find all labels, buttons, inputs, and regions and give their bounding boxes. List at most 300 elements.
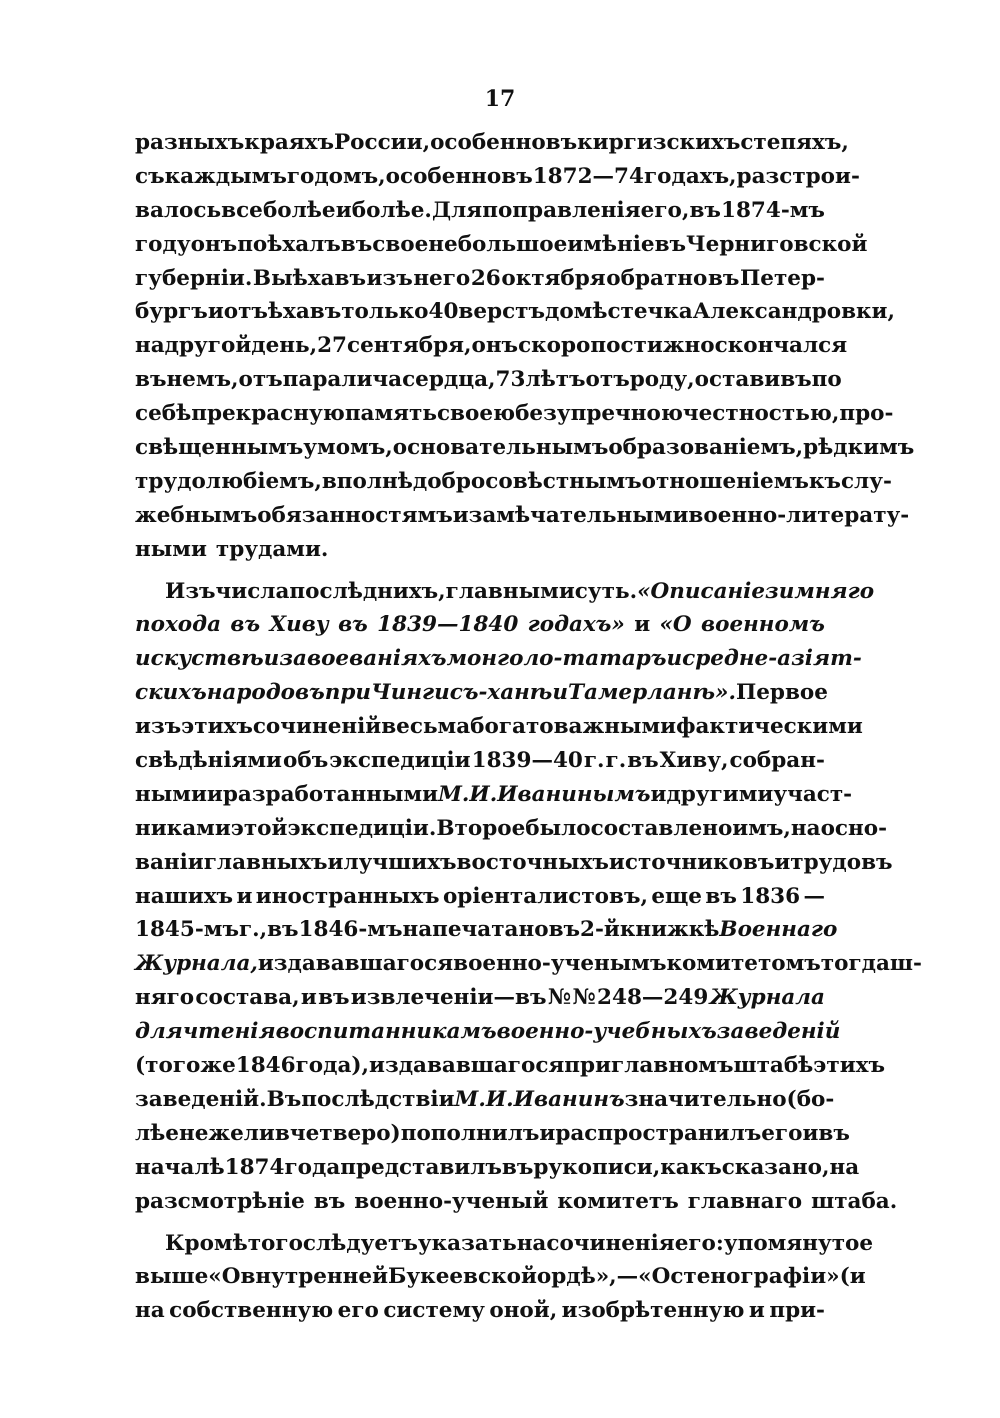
word: выше [135, 1264, 209, 1290]
word: этихъ [813, 1053, 885, 1079]
word: вчетверо) [274, 1120, 401, 1146]
word: для [135, 1019, 183, 1045]
word: Черниговской [686, 231, 868, 257]
word: стенографіи» [670, 1264, 840, 1290]
word: замѣчательными [468, 502, 689, 528]
word: на [135, 1298, 165, 1324]
word: и [802, 1120, 819, 1146]
word: главнаго [687, 1188, 803, 1214]
word: было [525, 815, 591, 841]
word: (бо- [786, 1086, 835, 1112]
word: комитетомъ [666, 951, 821, 977]
word: краяхъ [244, 130, 334, 155]
word: въ [689, 197, 721, 223]
word: собственную [169, 1298, 334, 1324]
text-line [135, 642, 862, 676]
word: и [748, 1298, 765, 1324]
word: 248—249 [597, 985, 709, 1011]
word: скоропостижно [518, 333, 715, 359]
word: при [324, 680, 372, 706]
word: послѣднихъ, [289, 578, 446, 604]
paragraph-gap [135, 1219, 825, 1227]
word: года [284, 1154, 341, 1180]
word: трудами. [215, 536, 329, 562]
word: этихъ [181, 714, 253, 740]
word: главномъ [611, 1053, 734, 1079]
word: и [539, 1120, 556, 1146]
word: прекрасную [191, 401, 345, 427]
word: свѣщеннымъ [135, 435, 304, 461]
word: пополнилъ [400, 1120, 540, 1146]
word: тогдаш- [820, 951, 922, 977]
word: 27 [317, 333, 348, 359]
word: экспедиціи. [287, 815, 437, 841]
word: свѣдѣніями [135, 748, 283, 774]
word: значительно [624, 1086, 787, 1112]
word: 1874 [224, 1154, 285, 1180]
text-line [135, 194, 825, 228]
word: сентября, [347, 333, 472, 359]
word: вполнѣ [321, 468, 413, 494]
word: 40 [428, 299, 459, 325]
word: штабѣ [733, 1053, 814, 1079]
word: жебнымъ [135, 502, 258, 528]
word: этой [230, 815, 288, 841]
word: отъѣхавъ [223, 299, 342, 325]
word: Кромѣ [165, 1230, 248, 1256]
word: въ [338, 612, 368, 638]
word: весьма [381, 714, 471, 740]
word: на [829, 1154, 860, 1180]
word: 1839—1840 [377, 612, 519, 638]
word: и [650, 781, 667, 807]
word: на [135, 333, 165, 359]
word: рѣдкимъ [803, 435, 915, 461]
word: главными [445, 578, 575, 604]
word: Военнаго [719, 917, 838, 943]
word: годахъ» [527, 612, 625, 638]
word: и [207, 299, 224, 325]
word: ными [135, 781, 207, 807]
text-line [135, 676, 828, 710]
word: Хиву, [659, 748, 729, 774]
word: Иванинымъ [497, 781, 651, 807]
word: же [200, 1053, 236, 1079]
word: еще [651, 883, 702, 909]
word: имъ, [732, 815, 791, 841]
word: его [761, 1120, 803, 1146]
word: мѣстечка [573, 299, 693, 325]
word: заведеній. [135, 1086, 267, 1112]
word: въ [340, 231, 373, 257]
word: къ [808, 468, 841, 494]
word: разсмотрѣніе [135, 1188, 305, 1214]
word: болѣе. [351, 197, 432, 223]
word: Выѣхавъ [252, 265, 366, 291]
word: небольшое [428, 231, 568, 257]
word: М. [438, 781, 470, 807]
word: до [544, 299, 574, 325]
word: военно-ученымъ [453, 951, 667, 977]
word: въ [230, 612, 261, 638]
word: трудолюбіемъ, [135, 468, 322, 494]
text-line [135, 981, 825, 1015]
word: представилъ [340, 1154, 502, 1180]
word: оставивъ [694, 367, 812, 393]
word: и [236, 883, 253, 909]
text-line [135, 533, 825, 567]
word: отъ [585, 367, 630, 393]
word: 1846 [235, 1053, 296, 1079]
word: только [341, 299, 429, 325]
word: свое [372, 231, 429, 257]
word: похода [135, 612, 222, 638]
word: 26 [470, 265, 501, 291]
word: по [811, 367, 842, 393]
text-line [135, 744, 825, 778]
word: верстъ [458, 299, 545, 325]
text-line [135, 1185, 898, 1219]
word: съ [135, 163, 165, 189]
word: объ [283, 748, 329, 774]
word: разныхъ [135, 130, 245, 155]
word: восточныхъ [456, 849, 609, 875]
word: сочиненій [252, 714, 382, 740]
word: основательнымъ [392, 435, 609, 461]
word: главныхъ [203, 849, 328, 875]
word: искуствѣ [135, 646, 264, 672]
word: Изъ [165, 578, 216, 604]
word: источниковъ [608, 849, 775, 875]
word: военно-ученый [354, 1188, 549, 1214]
word: него [413, 265, 471, 291]
text-line [135, 397, 894, 431]
word: въ [548, 917, 580, 943]
text-line [135, 608, 825, 642]
word: издававшагося [257, 951, 454, 977]
text-line [135, 812, 888, 846]
word: няго [135, 985, 195, 1011]
word: военно-литерату- [688, 502, 910, 528]
word: особенно [430, 130, 546, 155]
word: 1836 [740, 883, 801, 909]
word: въ [318, 985, 350, 1011]
text-line [135, 262, 825, 296]
word: и [452, 502, 469, 528]
word: комитетъ [557, 1188, 679, 1214]
word: 73 [495, 367, 526, 393]
word: онъ [471, 333, 519, 359]
text-line [135, 1117, 850, 1151]
word: оріенталистовъ, [442, 883, 648, 909]
word: въ [627, 748, 659, 774]
word: и [335, 197, 352, 223]
word: средне-азіят- [682, 646, 862, 672]
word: И. [469, 781, 498, 807]
word: воспитанникамъ [275, 1019, 497, 1045]
word: на [790, 815, 821, 841]
word: болѣе [262, 197, 336, 223]
word: Букеевской [388, 1264, 537, 1290]
word: экспедиціи [329, 748, 471, 774]
text-line [135, 778, 853, 812]
word: — [803, 883, 825, 909]
word: числа [215, 578, 290, 604]
word: 2-й [580, 917, 620, 943]
word: России, [333, 130, 431, 155]
word: Второе [436, 815, 526, 841]
word: обратно [606, 265, 708, 291]
word: штаба. [811, 1188, 898, 1214]
word: М. [454, 1086, 486, 1112]
word: Чингисъ-ханѣ [371, 680, 553, 706]
word: сказано, [721, 1154, 830, 1180]
word: послѣдствіи [301, 1086, 455, 1112]
word: въ [501, 1154, 534, 1180]
text-line [135, 431, 915, 465]
word: безупречною [515, 401, 683, 427]
text-line [135, 1015, 841, 1049]
word: другой [164, 333, 252, 359]
word: память [344, 401, 437, 427]
word: въ [707, 265, 740, 291]
word: состава, [195, 985, 300, 1011]
word: годомъ, [286, 163, 386, 189]
word: года), [295, 1053, 370, 1079]
word: какъ [660, 1154, 722, 1180]
word: Въ [266, 1086, 302, 1112]
word: нежели [178, 1120, 275, 1146]
word: слу- [840, 468, 892, 494]
word: осно- [820, 815, 888, 841]
word: военномъ [700, 612, 825, 638]
word: году [135, 231, 191, 257]
text-line [135, 880, 825, 914]
word: Журнала [709, 985, 825, 1011]
text-line [135, 1260, 866, 1294]
word: № [572, 985, 596, 1011]
word: иностранныхъ [255, 883, 440, 909]
word: суть. [574, 578, 638, 604]
text-line [135, 329, 848, 363]
text-line [135, 1227, 874, 1261]
word: въ [705, 883, 737, 909]
word: въ [654, 231, 687, 257]
word: Хиву [269, 612, 329, 638]
word: участ- [773, 781, 853, 807]
word: чтенія [182, 1019, 276, 1045]
word: нашихъ [135, 883, 234, 909]
word: поправленія [482, 197, 641, 223]
text-line [135, 499, 910, 533]
text-line [135, 126, 849, 160]
word: и [300, 985, 317, 1011]
word: день, [251, 333, 318, 359]
word: при [564, 1053, 612, 1079]
text-line [135, 465, 892, 499]
word: лѣе [135, 1120, 179, 1146]
word: изъ [366, 265, 413, 291]
text-line [135, 846, 893, 880]
word: систему [383, 1298, 485, 1324]
word: въ [135, 367, 167, 393]
word: въ [818, 1120, 850, 1146]
text-line [135, 295, 895, 329]
word: сердца, [402, 367, 496, 393]
word: фактическими [676, 714, 863, 740]
word: монголо-татаръ [446, 646, 667, 672]
word: рукописи, [533, 1154, 661, 1180]
text-line [135, 363, 842, 397]
word: отъ [238, 367, 283, 393]
word: № [547, 985, 572, 1011]
body-text [135, 126, 922, 1328]
word: октября [501, 265, 606, 291]
word: Журнала, [135, 951, 258, 977]
text-line [135, 1294, 825, 1328]
word: зимняго [765, 578, 875, 604]
word: въ [545, 130, 578, 155]
word: и [327, 849, 344, 875]
word: упомянутое [723, 1230, 874, 1256]
word: валось [135, 197, 222, 223]
word: и [206, 781, 223, 807]
word: онъ [190, 231, 238, 257]
word: важными [553, 714, 677, 740]
word: г. [583, 748, 605, 774]
word: собран- [729, 748, 825, 774]
word: при- [769, 1298, 825, 1324]
word: «Описаніе [637, 578, 766, 604]
word: губерніи. [135, 265, 253, 291]
word: Первое [735, 680, 828, 706]
word: того [247, 1230, 303, 1256]
word: 1846-мъ [298, 917, 403, 943]
text-line [135, 1083, 835, 1117]
text-line [135, 710, 863, 744]
word: его [337, 1298, 379, 1324]
word: поѣхалъ [237, 231, 341, 257]
word: завоеваніяхъ [279, 646, 447, 672]
word: (и [839, 1264, 866, 1290]
word: себѣ [135, 401, 192, 427]
word: изъ [135, 714, 182, 740]
word: книжкѣ [619, 917, 720, 943]
word: въ [267, 917, 299, 943]
text-line [135, 228, 868, 262]
word: его, [640, 197, 690, 223]
word: ваніи [135, 849, 204, 875]
word: ными [135, 536, 207, 562]
paragraph-gap [135, 567, 825, 575]
word: и [774, 849, 791, 875]
word: скончался [714, 333, 848, 359]
word: въ1872—74 [501, 163, 644, 189]
word: немъ, [166, 367, 239, 393]
word: 1839—40 [471, 748, 583, 774]
word: скихъ [135, 680, 207, 706]
word: въ [313, 1188, 346, 1214]
word: напечатано [402, 917, 549, 943]
text-line [135, 575, 875, 609]
text-line [135, 1151, 860, 1185]
word: образованіемъ, [608, 435, 804, 461]
word: трудовъ [790, 849, 893, 875]
word: 1874-мъ [720, 197, 825, 223]
word: началѣ [135, 1154, 225, 1180]
word: Для [431, 197, 483, 223]
word: г. [605, 748, 627, 774]
word: отношеніемъ [641, 468, 809, 494]
word: и [263, 646, 280, 672]
word: г., [238, 917, 268, 943]
word: ордѣ»,—«О [536, 1264, 671, 1290]
word: «О [659, 612, 692, 638]
word: богато [470, 714, 554, 740]
word: извлеченіи—въ [350, 985, 547, 1011]
word: другими [666, 781, 774, 807]
word: военно-учебныхъ [496, 1019, 717, 1045]
word: его: [674, 1230, 724, 1256]
word: разработанными [222, 781, 439, 807]
word: особенно [385, 163, 502, 189]
word: никами [135, 815, 231, 841]
word: разстрои- [736, 163, 860, 189]
word: добросовѣстнымъ [412, 468, 642, 494]
word: Иванинъ [513, 1086, 625, 1112]
word: составлено [590, 815, 733, 841]
word: киргизскихъ [577, 130, 741, 155]
word: паралича [282, 367, 403, 393]
word: годахъ, [643, 163, 737, 189]
word: степяхъ, [740, 130, 849, 155]
word: Александровки, [692, 299, 895, 325]
word: и [634, 612, 651, 638]
word: имѣніе [567, 231, 655, 257]
word: бургъ [135, 299, 208, 325]
text-line [135, 947, 922, 981]
word: честностью, [682, 401, 840, 427]
word: обязанностямъ [257, 502, 453, 528]
word: оной, [489, 1298, 558, 1324]
word: заведеній [716, 1019, 841, 1045]
word: издававшагося [369, 1053, 565, 1079]
word: сочиненія [546, 1230, 675, 1256]
word: умомъ, [303, 435, 393, 461]
word: Тамерланѣ». [568, 680, 736, 706]
word: лучшихъ [343, 849, 457, 875]
text-line [135, 913, 838, 947]
word: про- [839, 401, 894, 427]
word: (того [135, 1053, 201, 1079]
word: «О [208, 1264, 241, 1290]
word: изобрѣтенную [561, 1298, 745, 1324]
word: все [221, 197, 263, 223]
text-line [135, 1049, 885, 1083]
word: 1845-мъ [135, 917, 239, 943]
word: своею [436, 401, 516, 427]
word: и [666, 646, 683, 672]
word: внутренней [240, 1264, 389, 1290]
word: роду, [629, 367, 695, 393]
word: каждымъ [164, 163, 287, 189]
text-line [135, 160, 860, 194]
word: Петер- [739, 265, 825, 291]
word: лѣтъ [525, 367, 586, 393]
page-number: 17 [484, 86, 516, 112]
word: указать [417, 1230, 517, 1256]
word: на [516, 1230, 547, 1256]
